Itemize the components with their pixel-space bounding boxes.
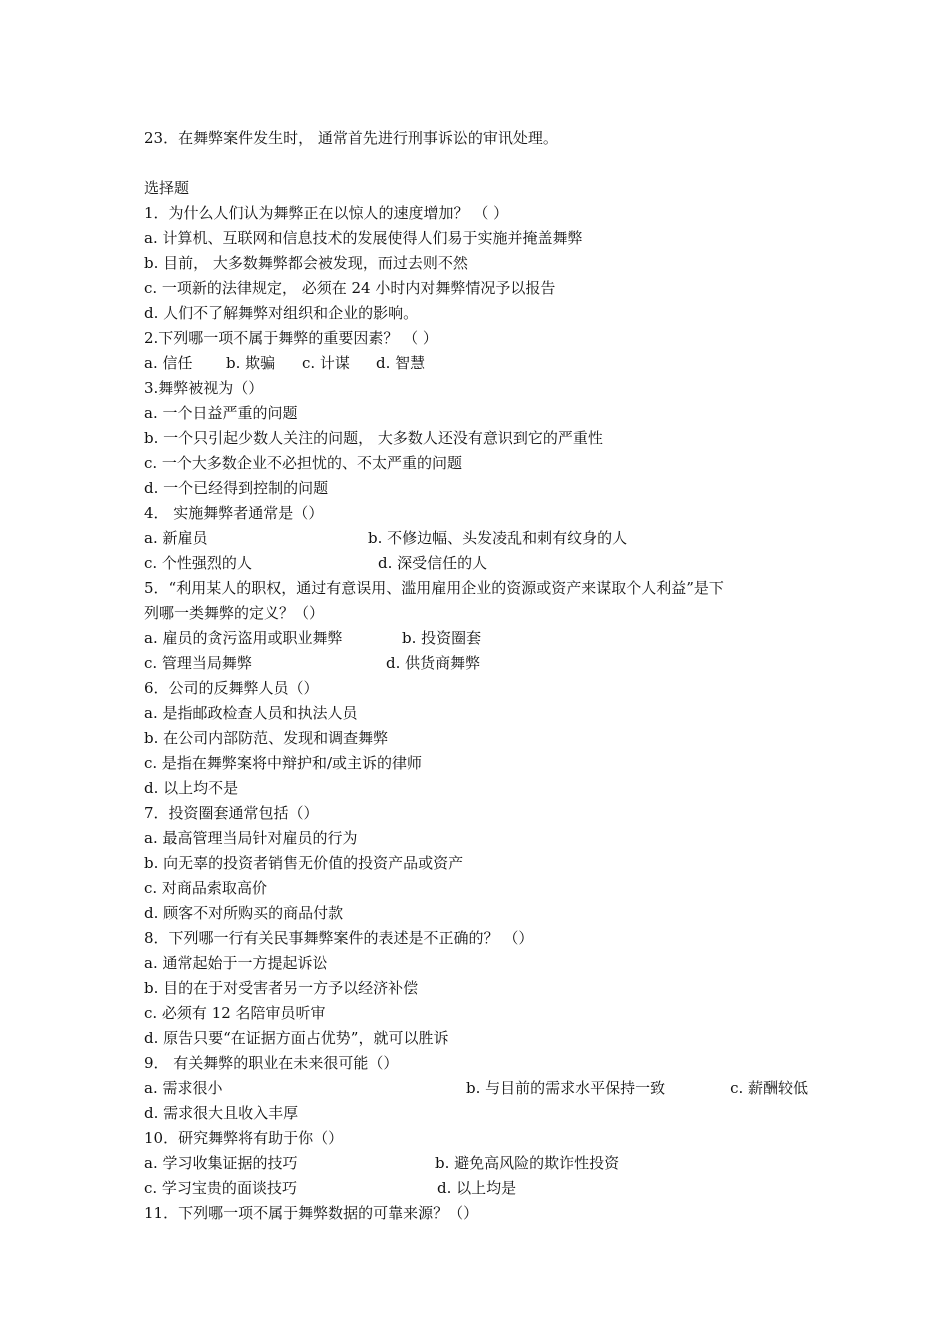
question-1-option-d: d. 人们不了解舞弊对组织和企业的影响。: [144, 304, 419, 322]
question-7-option-a: a. 最高管理当局针对雇员的行为: [144, 829, 358, 847]
question-3-option-a: a. 一个日益严重的问题: [144, 404, 298, 422]
question-7-option-d: d. 顾客不对所购买的商品付款: [144, 904, 344, 922]
section-title: 选择题: [144, 179, 190, 197]
question-8-option-c: c. 必须有 12 名陪审员听审: [144, 1004, 326, 1022]
question-9-option-c: c. 薪酬较低: [730, 1079, 808, 1097]
question-1-option-b: b. 目前， 大多数舞弊都会被发现，而过去则不然: [144, 254, 468, 272]
question-4-option-a: a. 新雇员: [144, 529, 208, 547]
question-10-option-c: c. 学习宝贵的面谈技巧: [144, 1179, 297, 1197]
question-1-option-c: c. 一项新的法律规定， 必须在 24 小时内对舞弊情况予以报告: [144, 279, 556, 297]
question-10-option-d: d. 以上均是: [437, 1179, 517, 1197]
question-5-options-row-1: [144, 626, 808, 651]
question-9-stem: 9． 有关舞弊的职业在未来很可能（）: [144, 1054, 399, 1072]
intro-statement: 23．在舞弊案件发生时， 通常首先进行刑事诉讼的审讯处理。: [144, 129, 558, 147]
question-6-option-d: d. 以上均不是: [144, 779, 239, 797]
question-7-option-b: b. 向无辜的投资者销售无价值的投资产品或资产: [144, 854, 464, 872]
question-5-stem-line-1: 5．“利用某人的职权，通过有意误用、滥用雇用企业的资源或资产来谋取个人利益”是下: [144, 579, 724, 597]
question-4-option-c: c. 个性强烈的人: [144, 554, 252, 572]
question-2-stem: 2.下列哪一项不属于舞弊的重要因素？ （ ）: [144, 329, 438, 347]
question-6-option-c: c. 是指在舞弊案将中辩护和/或主诉的律师: [144, 754, 422, 772]
question-2-option-c: c. 计谋: [302, 354, 350, 372]
question-7-stem: 7．投资圈套通常包括（）: [144, 804, 319, 822]
question-1-option-a: a. 计算机、互联网和信息技术的发展使得人们易于实施并掩盖舞弊: [144, 229, 583, 247]
question-3-stem: 3.舞弊被视为（）: [144, 379, 264, 397]
question-4-options-row-1: [144, 526, 808, 551]
question-8-stem: 8．下列哪一行有关民事舞弊案件的表述是不正确的？ （）: [144, 929, 534, 947]
question-9-options-row-1: [144, 1076, 808, 1101]
question-4-option-d: d. 深受信任的人: [378, 554, 488, 572]
question-3-option-d: d. 一个已经得到控制的问题: [144, 479, 329, 497]
question-10-option-a: a. 学习收集证据的技巧: [144, 1154, 298, 1172]
question-2-option-b: b. 欺骗: [226, 354, 276, 372]
question-2-option-d: d. 智慧: [376, 354, 426, 372]
question-6-option-a: a. 是指邮政检查人员和执法人员: [144, 704, 358, 722]
question-4-stem: 4． 实施舞弊者通常是（）: [144, 504, 324, 522]
question-11-stem: 11．下列哪一项不属于舞弊数据的可靠来源？（）: [144, 1204, 479, 1222]
question-8-option-d: d. 原告只要“在证据方面占优势”，就可以胜诉: [144, 1029, 449, 1047]
question-10-option-b: b. 避免高风险的欺诈性投资: [435, 1154, 620, 1172]
question-2-option-a: a. 信任: [144, 354, 193, 372]
question-8-option-a: a. 通常起始于一方提起诉讼: [144, 954, 328, 972]
question-5-option-b: b. 投资圈套: [402, 629, 482, 647]
question-10-options-row-2: [144, 1176, 808, 1201]
question-3-option-c: c. 一个大多数企业不必担忧的、不太严重的问题: [144, 454, 462, 472]
question-9-option-a: a. 需求很小: [144, 1079, 223, 1097]
question-5-option-a: a. 雇员的贪污盗用或职业舞弊: [144, 629, 343, 647]
question-5-stem-line-2: 列哪一类舞弊的定义？（）: [144, 604, 325, 622]
question-6-stem: 6．公司的反舞弊人员（）: [144, 679, 319, 697]
question-9-option-d: d. 需求很大且收入丰厚: [144, 1104, 299, 1122]
question-6-option-b: b. 在公司内部防范、发现和调查舞弊: [144, 729, 389, 747]
question-9-option-b: b. 与目前的需求水平保持一致: [466, 1079, 666, 1097]
question-4-options-row-2: [144, 551, 808, 576]
question-4-option-b: b. 不修边幅、头发凌乱和刺有纹身的人: [368, 529, 628, 547]
question-3-option-b: b. 一个只引起少数人关注的问题， 大多数人还没有意识到它的严重性: [144, 429, 603, 447]
question-5-option-d: d. 供货商舞弊: [386, 654, 481, 672]
question-5-options-row-2: [144, 651, 808, 676]
question-7-option-c: c. 对商品索取高价: [144, 879, 267, 897]
question-2-options: [144, 351, 464, 376]
question-10-stem: 10．研究舞弊将有助于你（）: [144, 1129, 344, 1147]
question-10-options-row-1: [144, 1151, 808, 1176]
question-5-option-c: c. 管理当局舞弊: [144, 654, 252, 672]
question-1-stem: 1．为什么人们认为舞弊正在以惊人的速度增加？ （ ）: [144, 204, 509, 222]
question-8-option-b: b. 目的在于对受害者另一方予以经济补偿: [144, 979, 419, 997]
